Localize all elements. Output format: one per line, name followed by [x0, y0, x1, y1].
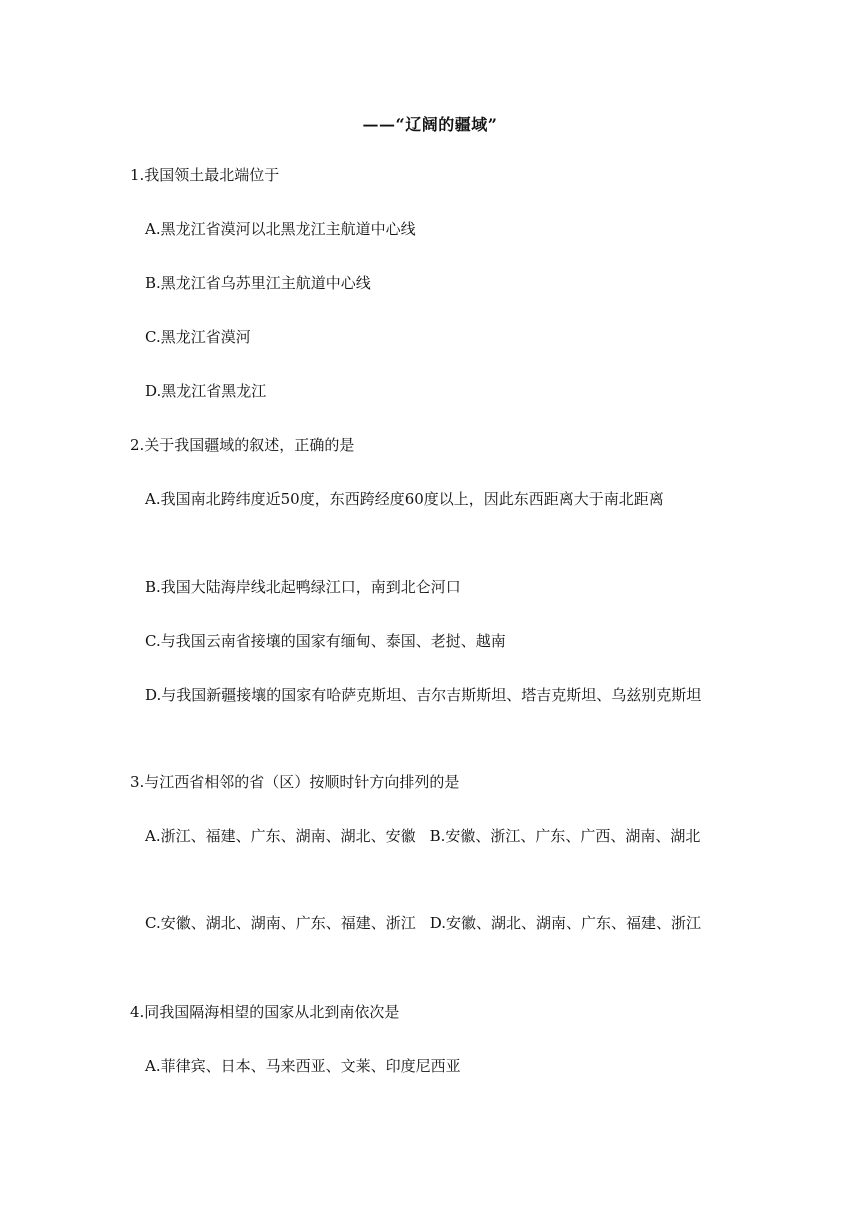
question-4-option-a: A.菲律宾、日本、马来西亚、文莱、印度尼西亚 [145, 1057, 461, 1075]
question-3-options-cd [130, 905, 740, 941]
question-3-option-a: A.浙江、福建、广东、湖南、湖北、安徽 [145, 827, 416, 845]
question-4-text: 4.同我国隔海相望的国家从北到南依次是 [130, 1003, 400, 1021]
question-2-option-d: D.与我国新疆接壤的国家有哈萨克斯坦、吉尔吉斯斯坦、塔吉克斯坦、乌兹别克斯坦 [145, 686, 702, 704]
document-title: ——“辽阔的疆域” [362, 115, 498, 134]
question-3-text: 3.与江西省相邻的省（区）按顺时针方向排列的是 [130, 773, 460, 791]
question-1-option-c: C.黑龙江省漠河 [145, 328, 251, 346]
question-1-option-a: A.黑龙江省漠河以北黑龙江主航道中心线 [145, 220, 416, 238]
question-1-text: 1.我国领土最北端位于 [130, 166, 280, 184]
question-2-option-b: B.我国大陆海岸线北起鸭绿江口，南到北仑河口 [145, 578, 461, 596]
question-3-option-b: B.安徽、浙江、广东、广西、湖南、湖北 [429, 827, 701, 845]
question-2-option-a: A.我国南北跨纬度近50度，东西跨经度60度以上，因此东西距离大于南北距离 [145, 490, 664, 508]
question-3-options-ab [130, 818, 740, 854]
question-1-option-d: D.黑龙江省黑龙江 [145, 382, 267, 400]
question-3-option-d: D.安徽、湖北、湖南、广东、福建、浙江 [429, 914, 701, 932]
question-3-option-c: C.安徽、湖北、湖南、广东、福建、浙江 [145, 914, 416, 932]
question-2-option-c: C.与我国云南省接壤的国家有缅甸、泰国、老挝、越南 [145, 632, 506, 650]
question-1-option-b: B.黑龙江省乌苏里江主航道中心线 [145, 274, 371, 292]
question-2-text: 2.关于我国疆域的叙述，正确的是 [130, 436, 355, 454]
